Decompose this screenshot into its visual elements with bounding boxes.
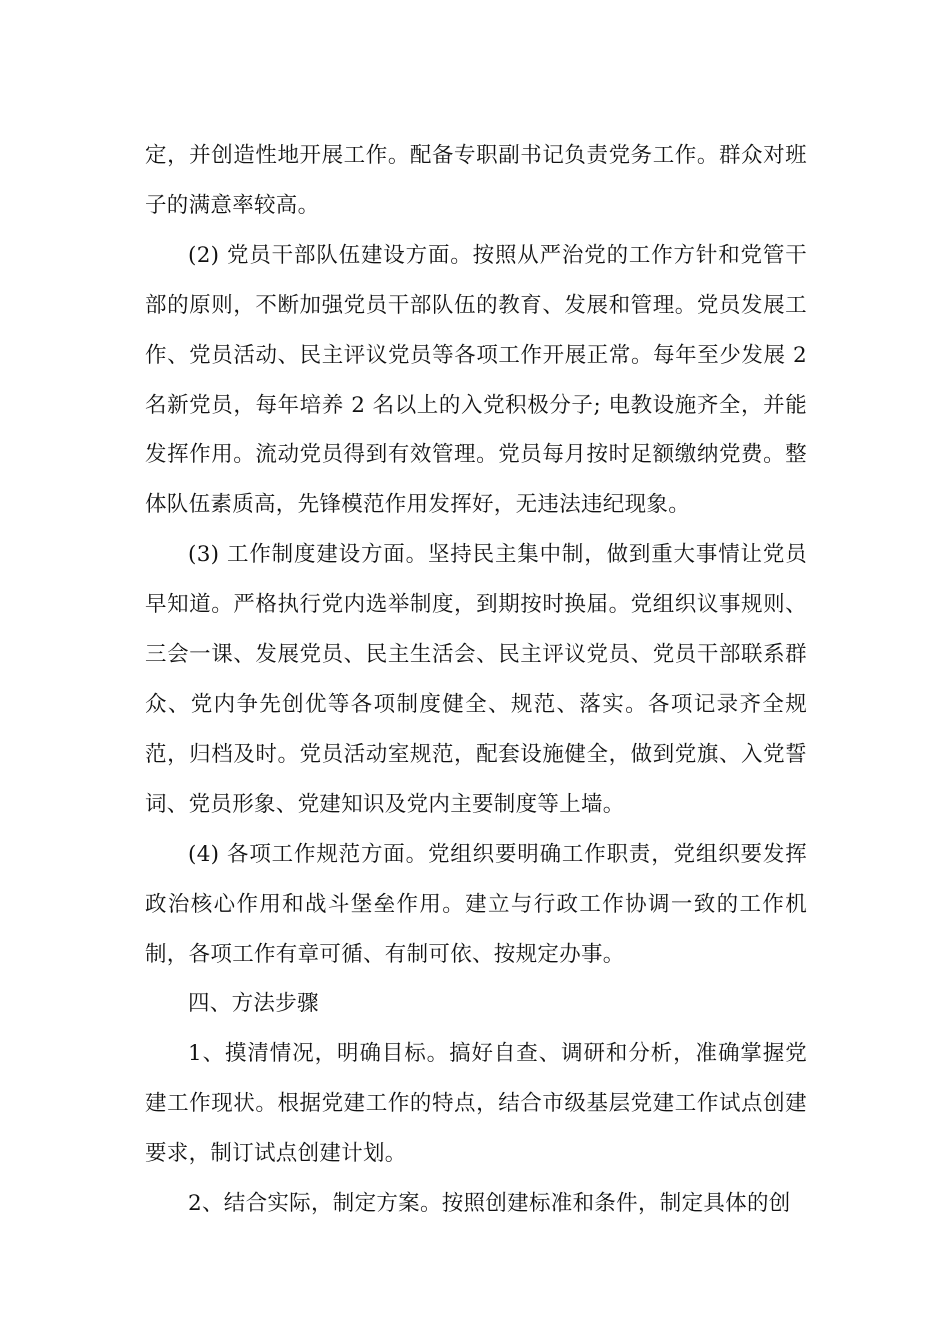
paragraph-work-system: (3) 工作制度建设方面。坚持民主集中制，做到重大事情让党员早知道。严格执行党内选举制度，到期按时换届。党组织议事规则、三会一课、发展党员、民主生活会、民主评议党员、党员干部联系群众、党内争先创优等各项制度健全、规范、落实。各项记录齐全规范，归档及时。党员活动室规范，配套设施健全，做到党旗、入党誓词、党员形象、党建知识及党内主要制度等上墙。 (145, 542, 807, 817)
paragraph-step-1: 1、摸清情况，明确目标。搞好自查、调研和分析，准确掌握党建工作现状。根据党建工作的特点，结合市级基层党建工作试点创建要求，制订试点创建计划。 (145, 1041, 807, 1167)
paragraph-continuation: 定，并创造性地开展工作。配备专职副书记负责党务工作。群众对班子的满意率较高。 (145, 143, 807, 218)
document-body (145, 131, 807, 1229)
section-heading-methods: 四、方法步骤 (188, 991, 319, 1017)
paragraph-cadre-team: (2) 党员干部队伍建设方面。按照从严治党的工作方针和党管干部的原则，不断加强党员干部队伍的教育、发展和管理。党员发展工作、党员活动、民主评议党员等各项工作开展正常。每年至少发展 2 名新党员，每年培养 2 名以上的入党积极分子; 电教设施齐全，并能发挥作用。流动党员得到有效管理。党员每月按时足额缴纳党费。整体队伍素质高，先锋模范作用发挥好，无违法违纪现象。 (145, 242, 807, 518)
paragraph-step-2: 2、结合实际，制定方案。按照创建标准和条件，制定具体的创 (188, 1191, 791, 1217)
paragraph-work-norms: (4) 各项工作规范方面。党组织要明确工作职责，党组织要发挥政治核心作用和战斗堡垒作用。建立与行政工作协调一致的工作机制，各项工作有章可循、有制可依、按规定办事。 (145, 841, 807, 967)
